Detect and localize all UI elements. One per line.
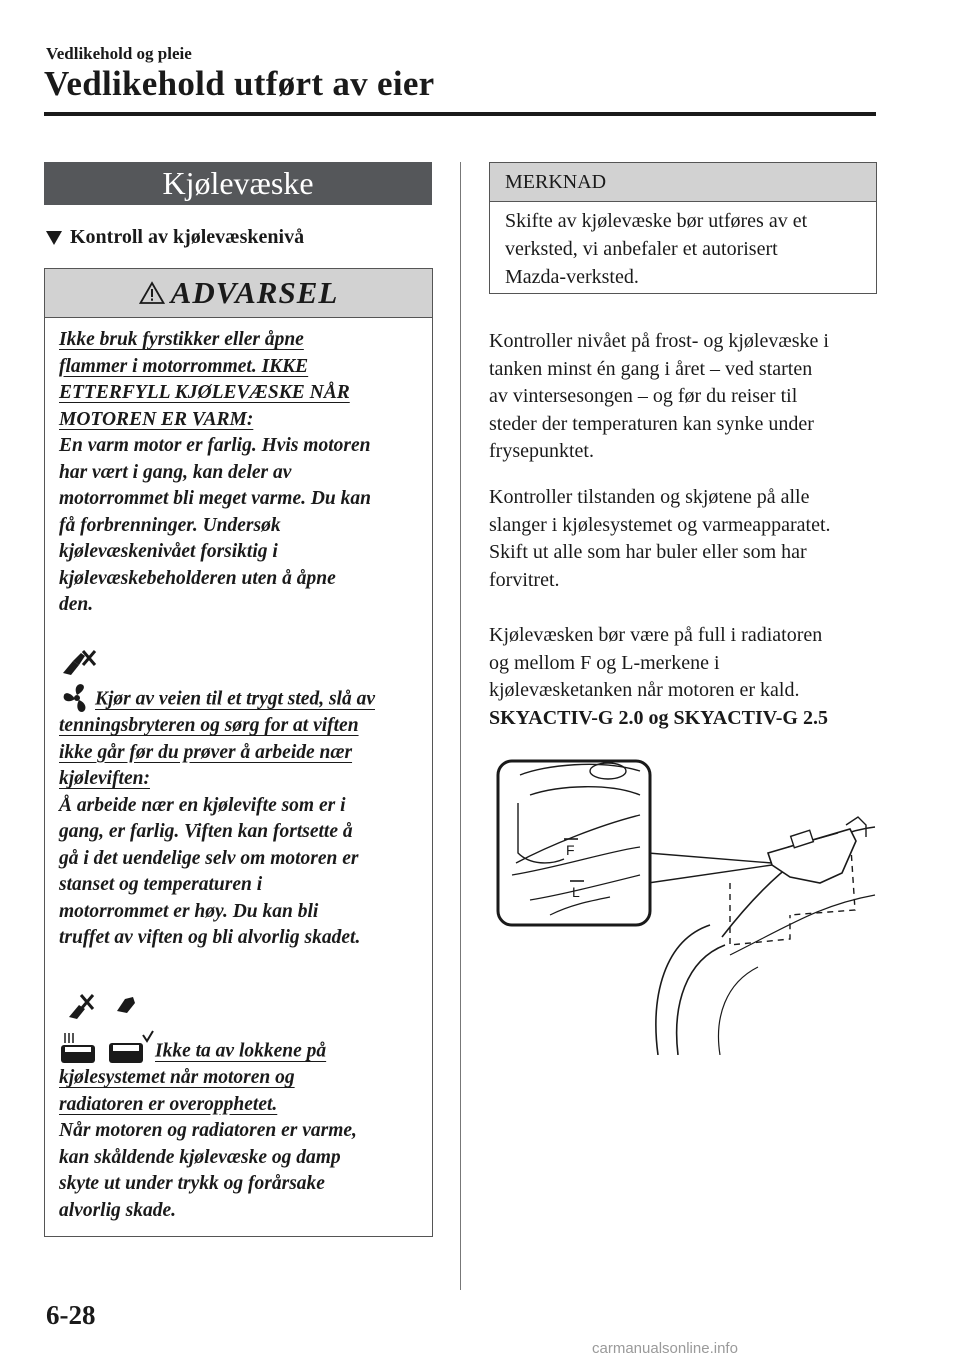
column-divider [460,162,461,1290]
warning-line: radiatoren er overopphetet. [59,1093,278,1115]
paragraph-check-level [489,328,881,466]
chapter-title: Vedlikehold utført av eier [44,64,435,103]
paragraph-line: tanken minst én gang i året – ved starten [489,357,813,380]
note-line: verksted, vi anbefaler et autorisert [505,238,778,260]
warning-line: Ikke bruk fyrstikker eller åpne [59,329,304,350]
section-title: Kjølevæske [44,162,432,205]
warning-box [44,268,433,1237]
warning-line: kjøleviften: [59,768,150,789]
paragraph-line: Kontroller nivået på frost- og kjølevæske i [489,330,829,352]
coolant-reservoir-illustration [490,755,880,1055]
no-cap-removal-icon [59,987,149,1027]
warning-line: ikke går før du prøver å arbeide nær [59,741,353,763]
subheading-text: Kontroll av kjølevæskenivå [70,226,305,248]
warning-line: få forbrenninger. Undersøk [59,514,281,536]
warning-header-rule [45,317,432,318]
warning-line: kan skåldende kjølevæske og damp [59,1146,341,1168]
warning-line: den. [59,594,94,615]
warning-block-flames [59,327,435,619]
note-line: Skifte av kjølevæske bør utføres av et [505,210,808,232]
paragraph-line: forvitret. [489,568,560,591]
level-mark-l: L [572,884,580,900]
no-hand-tool-icon [59,647,99,681]
paragraph-line: Kontroller tilstanden og skjøtene på alle [489,486,810,508]
paragraph-line: Kjølevæsken bør være på full i radiatoren [489,624,823,646]
paragraph-line: kjølevæsketanken når motoren er kald. [489,679,800,701]
paragraph-line: frysepunktet. [489,440,594,462]
warning-block-fan [59,681,435,952]
paragraph-line: og mellom F og L-merkene i [489,651,720,674]
warning-line: Kjør av veien til et trygt sted, slå av [59,681,435,713]
warning-line: stanset og temperaturen i [59,874,263,895]
paragraph-line: Skift ut alle som har buler eller som har [489,541,807,563]
subheading [46,226,304,249]
warning-line: Ikke ta av lokkene på [59,1029,435,1065]
paragraph-fill-level [489,622,881,732]
model-label: SKYACTIV-G 2.0 og SKYACTIV-G 2.5 [489,706,828,729]
warning-line: MOTOREN ER VARM: [59,408,254,430]
note-body [505,207,865,291]
warning-line: kjølevæskenivået forsiktig i [59,541,278,562]
warning-line: ETTERFYLL KJØLEVÆSKE NÅR [59,382,350,403]
warning-block-caps [59,1029,435,1224]
warning-line: En varm motor er farlig. Hvis motoren [59,435,371,456]
paragraph-line: av vintersesongen – og før du reiser til [489,385,798,407]
breadcrumb: Vedlikehold og pleie [46,44,192,63]
warning-triangle-icon [139,281,165,305]
warning-line: alvorlig skade. [59,1199,176,1221]
watermark: carmanualsonline.info [592,1340,738,1357]
warning-line: motorrommet er høy. Du kan bli [59,900,319,922]
warning-title: ADVARSEL [170,275,339,310]
warning-line: kjølevæskebeholderen uten å åpne [59,567,336,589]
paragraph-line: steder der temperaturen kan synke under [489,412,814,435]
radiator-tank-icon [59,1029,155,1065]
cooling-fan-icon [59,681,95,713]
page-number: 6-28 [46,1300,96,1330]
warning-line: tenningsbryteren og sørg for at viften [59,715,359,736]
warning-line: skyte ut under trykk og forårsake [59,1173,325,1194]
triangle-marker-icon [46,231,62,245]
warning-header [45,269,432,317]
warning-line: kjølesystemet når motoren og [59,1067,295,1088]
warning-line: gå i det uendelige selv om motoren er [59,847,359,869]
note-line: Mazda-verksted. [505,266,639,288]
note-title: MERKNAD [505,171,607,193]
header-rule [44,112,876,116]
warning-line: truffet av viften og bli alvorlig skadet. [59,927,361,948]
warning-line: har vært i gang, kan deler av [59,461,292,483]
warning-line: Når motoren og radiatoren er varme, [59,1120,357,1141]
note-box [489,162,877,294]
level-mark-f: F [566,842,575,858]
warning-line: Å arbeide nær en kjølevifte som er i [59,794,346,816]
note-header-rule [490,201,876,202]
paragraph-line: slanger i kjølesystemet og varmeapparatet. [489,513,831,536]
warning-line: motorrommet bli meget varme. Du kan [59,488,371,509]
warning-line: gang, er farlig. Viften kan fortsette å [59,821,353,842]
warning-line: flammer i motorrommet. IKKE [59,355,309,377]
paragraph-check-hoses [489,484,881,594]
